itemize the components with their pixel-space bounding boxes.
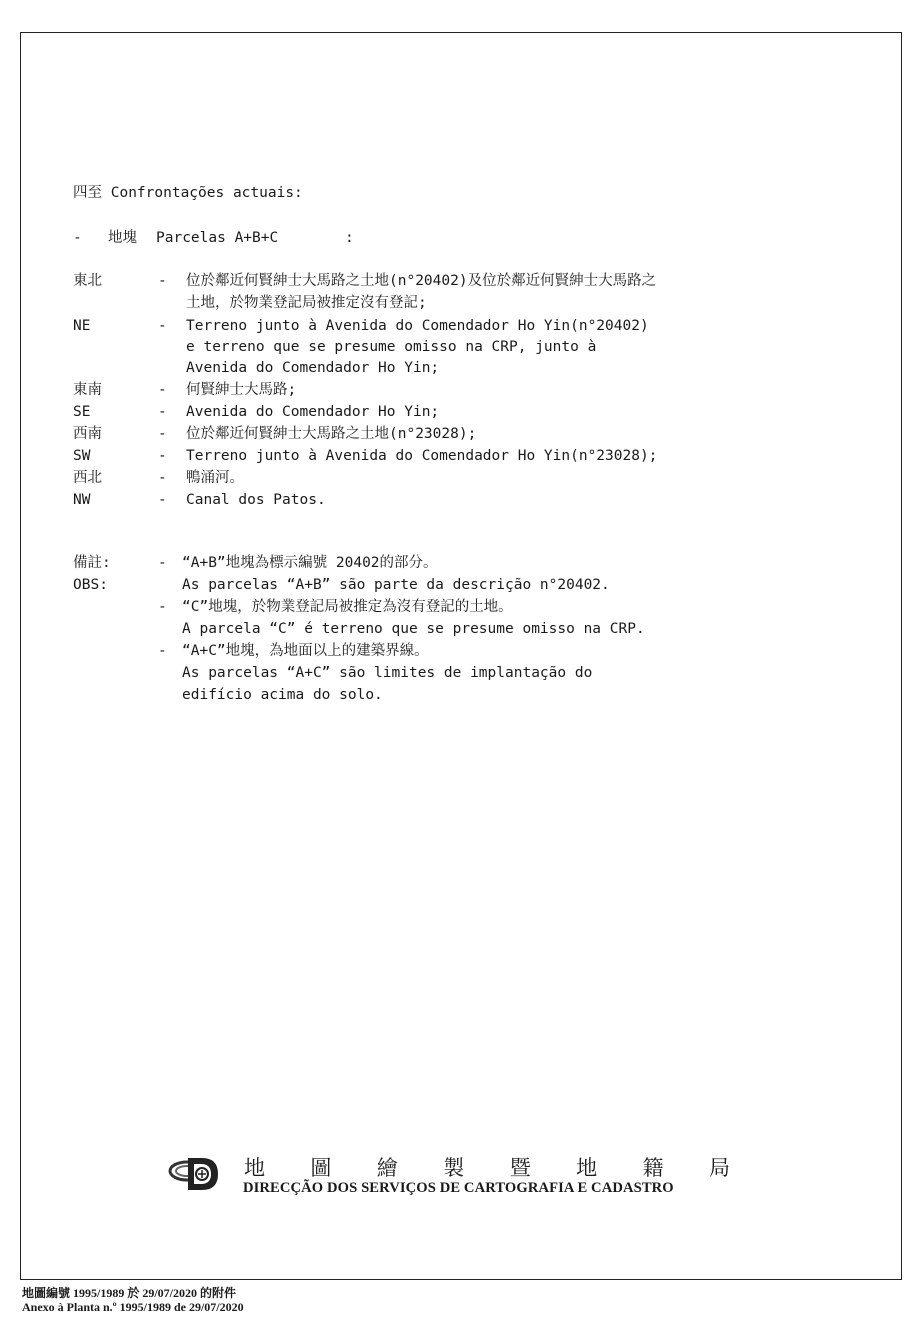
boundary-dash: - [158,470,167,486]
boundary-text: Terreno junto à Avenida do Comendador Ho Yin(n°20402) [186,318,649,334]
agency-name-cn-char: 圖 [310,1156,332,1180]
agency-name-cn-char: 繪 [376,1156,398,1180]
boundary-dash: - [158,492,167,508]
note-dash: - [158,599,167,615]
agency-name-cn-char: 地 [244,1156,265,1180]
boundary-dash: - [158,318,167,334]
boundary-label-southwest-pt: SW [73,448,91,464]
parcel-label-cn: 地塊 [108,230,137,246]
heading: 四至 Confrontações actuais: [73,185,303,201]
note-text: edifício acima do solo. [182,687,383,703]
boundary-text: 位於鄰近何賢紳士大馬路之土地(n°20402)及位於鄰近何賢紳士大馬路之 [186,273,657,289]
note-dash: - [158,643,167,659]
boundary-text: 鴨涌河。 [186,470,244,486]
notes-label-pt: OBS: [73,577,108,593]
note-text: As parcelas “A+C” são limites de implantação do [182,665,593,681]
boundary-label-northwest-cn: 西北 [73,470,102,486]
note-text: As parcelas “A+B” são parte da descrição n°20402. [182,577,610,593]
dscc-logo-icon [168,1154,228,1194]
boundary-text: Terreno junto à Avenida do Comendador Ho Yin(n°23028); [186,448,658,464]
boundary-text: 何賢紳士大馬路; [186,382,297,398]
annex-line-cn: 地圖編號 1995/1989 於 29/07/2020 的附件 [22,1286,237,1300]
boundary-label-northeast-cn: 東北 [73,273,102,289]
annex-line-pt: Anexo à Planta n.º 1995/1989 de 29/07/2020 [22,1300,244,1314]
note-dash: - [158,555,167,571]
boundary-label-northeast-pt: NE [73,318,91,334]
boundary-dash: - [158,448,167,464]
agency-name-cn-char: 局 [708,1156,730,1180]
agency-name-cn-char: 籍 [642,1156,664,1180]
agency-name-cn-char: 暨 [509,1156,531,1180]
note-text: “C”地塊，於物業登記局被推定為沒有登記的土地。 [182,599,513,615]
agency-name-cn-char: 地 [576,1156,598,1180]
page-border [20,32,902,1280]
parcel-label-pt: Parcelas A+B+C [156,230,279,246]
boundary-dash: - [158,382,167,398]
boundary-text: 土地，於物業登記局被推定沒有登記; [186,295,427,311]
note-text: “A+B”地塊為標示編號 20402的部分。 [182,555,438,571]
boundary-text: Avenida do Comendador Ho Yin; [186,404,440,420]
boundary-dash: - [158,273,167,289]
agency-name-cn-char: 製 [443,1156,465,1180]
boundary-label-southeast-cn: 東南 [73,382,102,398]
boundary-dash: - [158,404,167,420]
parcel-dash: - [73,230,82,246]
notes-label-cn: 備註: [73,555,111,571]
agency-name-pt: DIRECÇÃO DOS SERVIÇOS DE CARTOGRAFIA E CADASTRO [243,1180,674,1196]
boundary-text: e terreno que se presume omisso na CRP, junto à [186,339,597,355]
boundary-label-southeast-pt: SE [73,404,91,420]
boundary-label-southwest-cn: 西南 [73,426,102,442]
boundary-label-northwest-pt: NW [73,492,91,508]
boundary-dash: - [158,426,167,442]
agency-name-cn [244,1152,730,1182]
note-text: “A+C”地塊，為地面以上的建築界線。 [182,643,429,659]
note-text: A parcela “C” é terreno que se presume omisso na CRP. [182,621,645,637]
parcel-colon: : [345,230,354,246]
boundary-text: Canal dos Patos. [186,492,326,508]
boundary-text: 位於鄰近何賢紳士大馬路之土地(n°23028); [186,426,477,442]
boundary-text: Avenida do Comendador Ho Yin; [186,360,440,376]
